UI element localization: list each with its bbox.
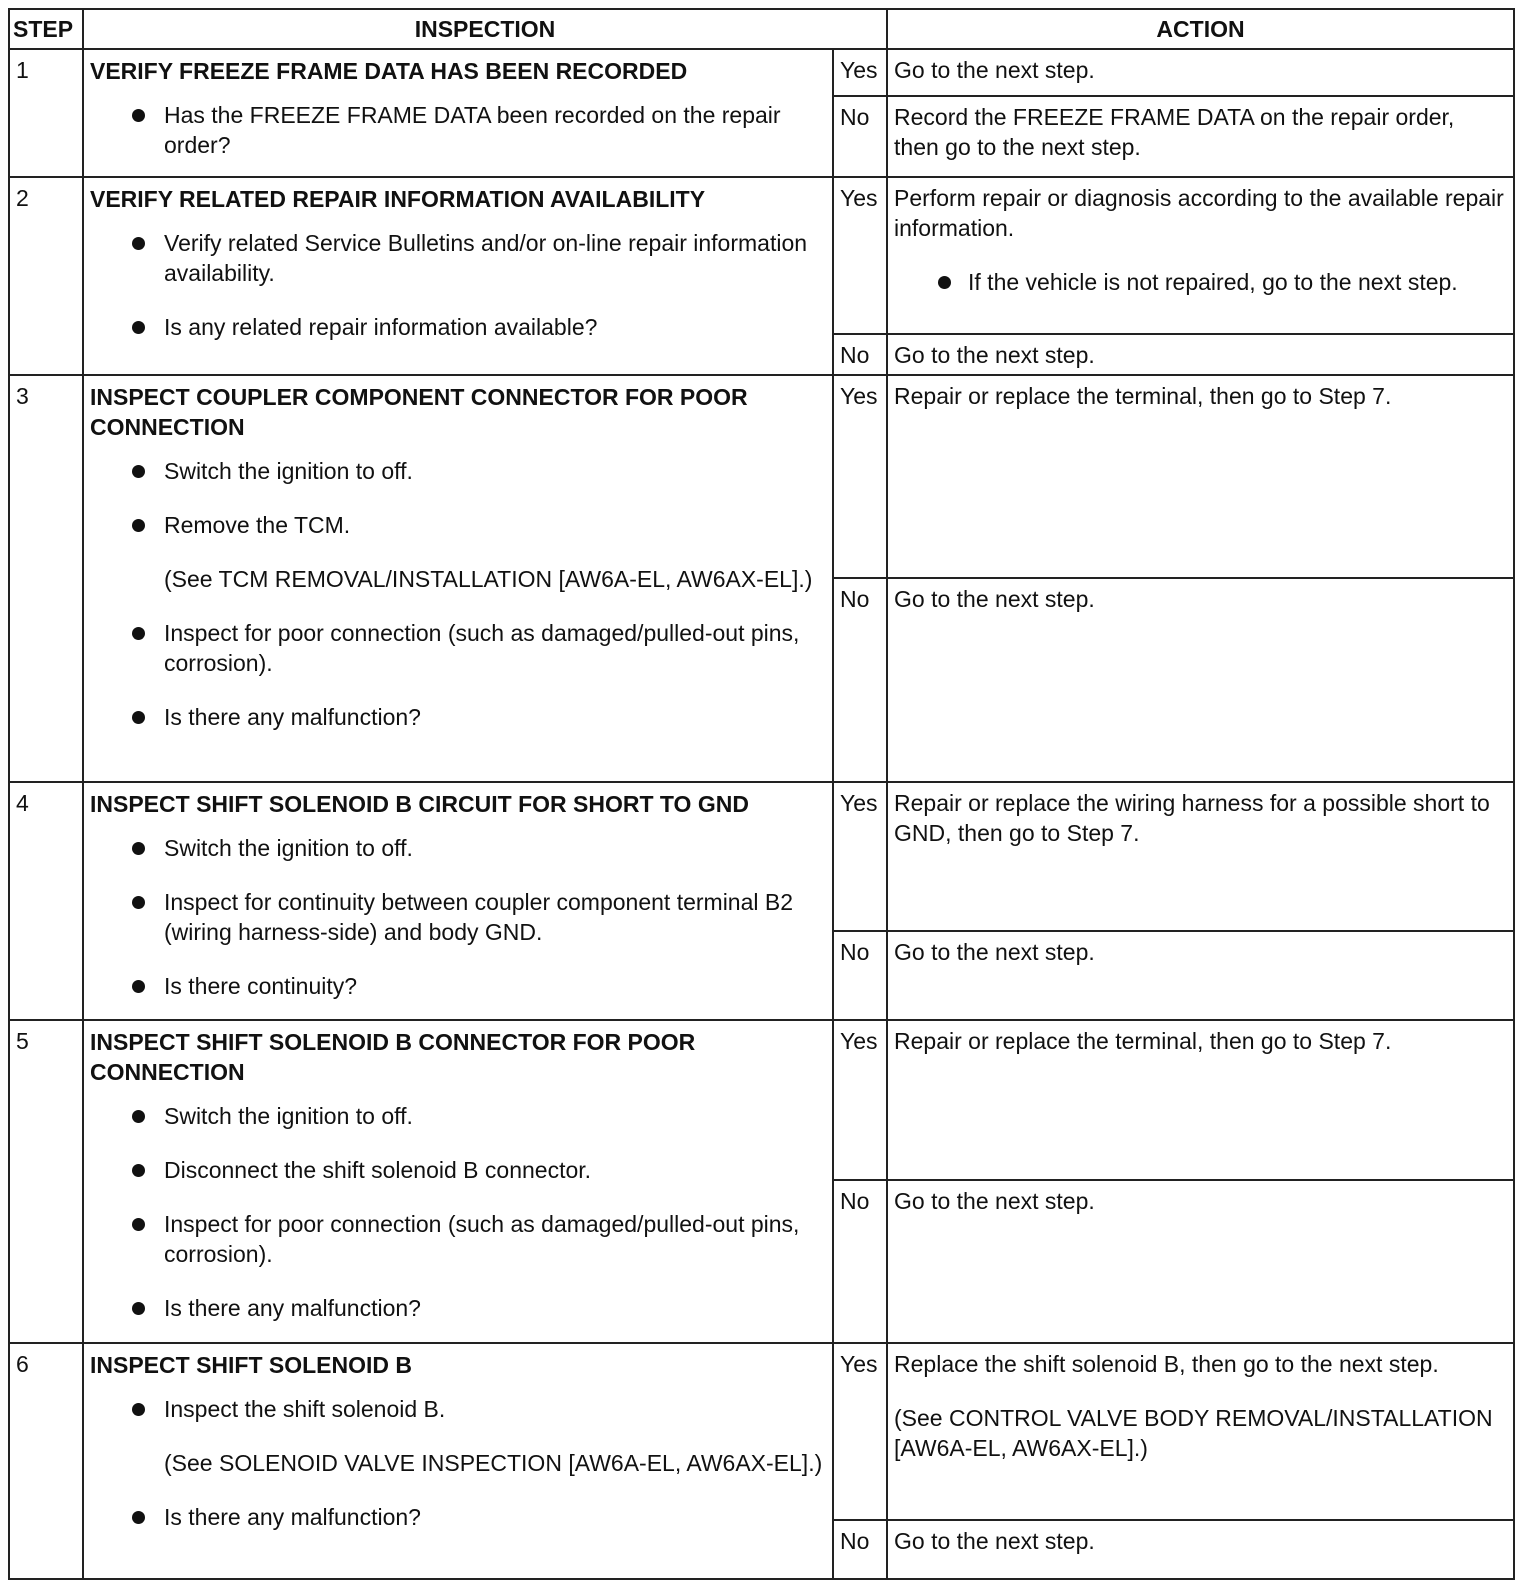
inspection-list bbox=[90, 1394, 824, 1532]
inspection-item bbox=[90, 971, 824, 1001]
bullet-icon bbox=[132, 109, 145, 122]
step-number: 2 bbox=[9, 177, 83, 376]
yes-label: Yes bbox=[833, 49, 887, 96]
step-number: 1 bbox=[9, 49, 83, 177]
action-bullet-item bbox=[894, 267, 1505, 297]
inspection-item bbox=[90, 887, 824, 947]
inspection-item bbox=[90, 100, 824, 160]
inspection-item bbox=[90, 1293, 824, 1323]
no-action: Go to the next step. bbox=[887, 931, 1514, 1019]
no-action: Go to the next step. bbox=[887, 578, 1514, 782]
yes-action: Repair or replace the wiring harness for a possible short to GND, then go to Step 7. bbox=[887, 782, 1514, 932]
bullet-icon bbox=[132, 321, 145, 334]
yes-action: Perform repair or diagnosis according to the available repair information. bbox=[894, 184, 1504, 241]
inspection-item bbox=[90, 833, 824, 863]
inspection-item-text: Is there continuity? bbox=[164, 972, 358, 999]
yes-action: Go to the next step. bbox=[887, 49, 1514, 96]
step-number: 3 bbox=[9, 375, 83, 781]
yes-action: Repair or replace the terminal, then go to Step 7. bbox=[887, 1020, 1514, 1180]
inspection-cell bbox=[83, 49, 833, 177]
inspection-item-text: Has the FREEZE FRAME DATA been recorded on the repair order? bbox=[164, 102, 781, 158]
no-label: No bbox=[833, 931, 887, 1019]
no-label: No bbox=[833, 334, 887, 376]
step-number: 6 bbox=[9, 1343, 83, 1579]
inspection-item-text: Is any related repair information available? bbox=[164, 313, 598, 340]
inspection-title: VERIFY FREEZE FRAME DATA HAS BEEN RECORDED bbox=[90, 58, 688, 84]
inspection-cell bbox=[83, 375, 833, 781]
yes-action-cell bbox=[887, 177, 1514, 334]
inspection-cell bbox=[83, 1020, 833, 1343]
bullet-icon bbox=[132, 980, 145, 993]
inspection-item-text: Is there any malfunction? bbox=[164, 1294, 421, 1321]
inspection-item bbox=[90, 510, 824, 540]
inspection-item bbox=[90, 312, 824, 342]
inspection-item-text: Switch the ignition to off. bbox=[164, 458, 413, 485]
header-row bbox=[9, 9, 1514, 49]
inspection-list bbox=[90, 833, 824, 1001]
bullet-icon bbox=[132, 1302, 145, 1315]
header-step: STEP bbox=[9, 9, 83, 49]
inspection-item bbox=[90, 456, 824, 486]
inspection-item-text: Verify related Service Bulletins and/or on-line repair information availability. bbox=[164, 229, 808, 286]
yes-label: Yes bbox=[833, 1020, 887, 1180]
inspection-item-text: Inspect for poor connection (such as damaged/pulled-out pins, corrosion). bbox=[164, 620, 800, 677]
no-action: Go to the next step. bbox=[887, 1520, 1514, 1579]
bullet-icon bbox=[132, 237, 145, 250]
table-row bbox=[9, 1343, 1514, 1520]
inspection-note bbox=[90, 564, 824, 594]
inspection-cell bbox=[83, 1343, 833, 1579]
yes-action: Repair or replace the terminal, then go to Step 7. bbox=[887, 375, 1514, 578]
bullet-icon bbox=[132, 1164, 145, 1177]
inspection-list bbox=[90, 456, 824, 732]
inspection-item bbox=[90, 1209, 824, 1269]
bullet-icon bbox=[132, 711, 145, 724]
yes-label: Yes bbox=[833, 375, 887, 578]
yes-action: Replace the shift solenoid B, then go to the next step. bbox=[894, 1350, 1439, 1377]
inspection-cell bbox=[83, 782, 833, 1020]
inspection-item bbox=[90, 228, 824, 288]
inspection-item-text: Remove the TCM. bbox=[164, 512, 351, 539]
inspection-item-text: Is there any malfunction? bbox=[164, 1503, 421, 1530]
inspection-list bbox=[90, 228, 824, 342]
inspection-note-text: (See TCM REMOVAL/INSTALLATION [AW6A-EL, AW6AX-EL].) bbox=[164, 566, 813, 593]
inspection-item-text: Is there any malfunction? bbox=[164, 704, 421, 731]
no-action: Go to the next step. bbox=[887, 334, 1514, 376]
bullet-icon bbox=[132, 896, 145, 909]
bullet-icon bbox=[132, 1511, 145, 1524]
inspection-title: VERIFY RELATED REPAIR INFORMATION AVAILABILITY bbox=[90, 185, 706, 212]
inspection-title: INSPECT SHIFT SOLENOID B CIRCUIT FOR SHORT TO GND bbox=[90, 790, 749, 817]
no-label: No bbox=[833, 578, 887, 782]
inspection-item-text: Inspect for poor connection (such as damaged/pulled-out pins, corrosion). bbox=[164, 1210, 800, 1267]
bullet-icon bbox=[132, 465, 145, 478]
table-row bbox=[9, 375, 1514, 578]
inspection-item-text: Switch the ignition to off. bbox=[164, 834, 413, 861]
no-action: Record the FREEZE FRAME DATA on the repair order, then go to the next step. bbox=[887, 96, 1514, 177]
inspection-note bbox=[90, 1448, 824, 1478]
inspection-list bbox=[90, 100, 824, 160]
no-label: No bbox=[833, 1180, 887, 1343]
inspection-item bbox=[90, 702, 824, 732]
bullet-icon bbox=[132, 627, 145, 640]
no-label: No bbox=[833, 1520, 887, 1579]
inspection-item bbox=[90, 1394, 824, 1424]
table-row bbox=[9, 1020, 1514, 1180]
table-row bbox=[9, 49, 1514, 96]
inspection-title: INSPECT COUPLER COMPONENT CONNECTOR FOR POOR CONNECTION bbox=[90, 384, 748, 441]
bullet-icon bbox=[132, 1403, 145, 1416]
inspection-title: INSPECT SHIFT SOLENOID B CONNECTOR FOR POOR CONNECTION bbox=[90, 1028, 696, 1085]
bullet-icon bbox=[938, 276, 951, 289]
inspection-item bbox=[90, 618, 824, 678]
bullet-icon bbox=[132, 842, 145, 855]
inspection-item bbox=[90, 1502, 824, 1532]
bullet-icon bbox=[132, 1110, 145, 1123]
table-row bbox=[9, 177, 1514, 334]
inspection-item bbox=[90, 1155, 824, 1185]
inspection-list bbox=[90, 1101, 824, 1323]
yes-label: Yes bbox=[833, 177, 887, 334]
no-action: Go to the next step. bbox=[887, 1180, 1514, 1343]
no-label: No bbox=[833, 96, 887, 177]
step-number: 4 bbox=[9, 782, 83, 1020]
step-number: 5 bbox=[9, 1020, 83, 1343]
bullet-icon bbox=[132, 519, 145, 532]
inspection-title: INSPECT SHIFT SOLENOID B bbox=[90, 1351, 413, 1378]
inspection-item-text: Disconnect the shift solenoid B connector. bbox=[164, 1156, 592, 1183]
yes-label: Yes bbox=[833, 782, 887, 932]
yes-label: Yes bbox=[833, 1343, 887, 1520]
header-inspection: INSPECTION bbox=[83, 9, 887, 49]
inspection-item-text: Switch the ignition to off. bbox=[164, 1102, 413, 1129]
action-bullet-text: If the vehicle is not repaired, go to the next step. bbox=[968, 268, 1458, 295]
inspection-item-text: Inspect for continuity between coupler component terminal B2 (wiring harness-side) and body GND. bbox=[164, 888, 794, 945]
bullet-icon bbox=[132, 1218, 145, 1231]
inspection-cell bbox=[83, 177, 833, 376]
diagnostic-procedure-table bbox=[8, 8, 1515, 1580]
inspection-note-text: (See SOLENOID VALVE INSPECTION [AW6A-EL, AW6AX-EL].) bbox=[164, 1449, 823, 1476]
table-row bbox=[9, 782, 1514, 932]
yes-action-cell bbox=[887, 1343, 1514, 1520]
inspection-item bbox=[90, 1101, 824, 1131]
inspection-item-text: Inspect the shift solenoid B. bbox=[164, 1395, 446, 1422]
action-note: (See CONTROL VALVE BODY REMOVAL/INSTALLATION [AW6A-EL, AW6AX-EL].) bbox=[894, 1404, 1493, 1461]
header-action: ACTION bbox=[887, 9, 1514, 49]
